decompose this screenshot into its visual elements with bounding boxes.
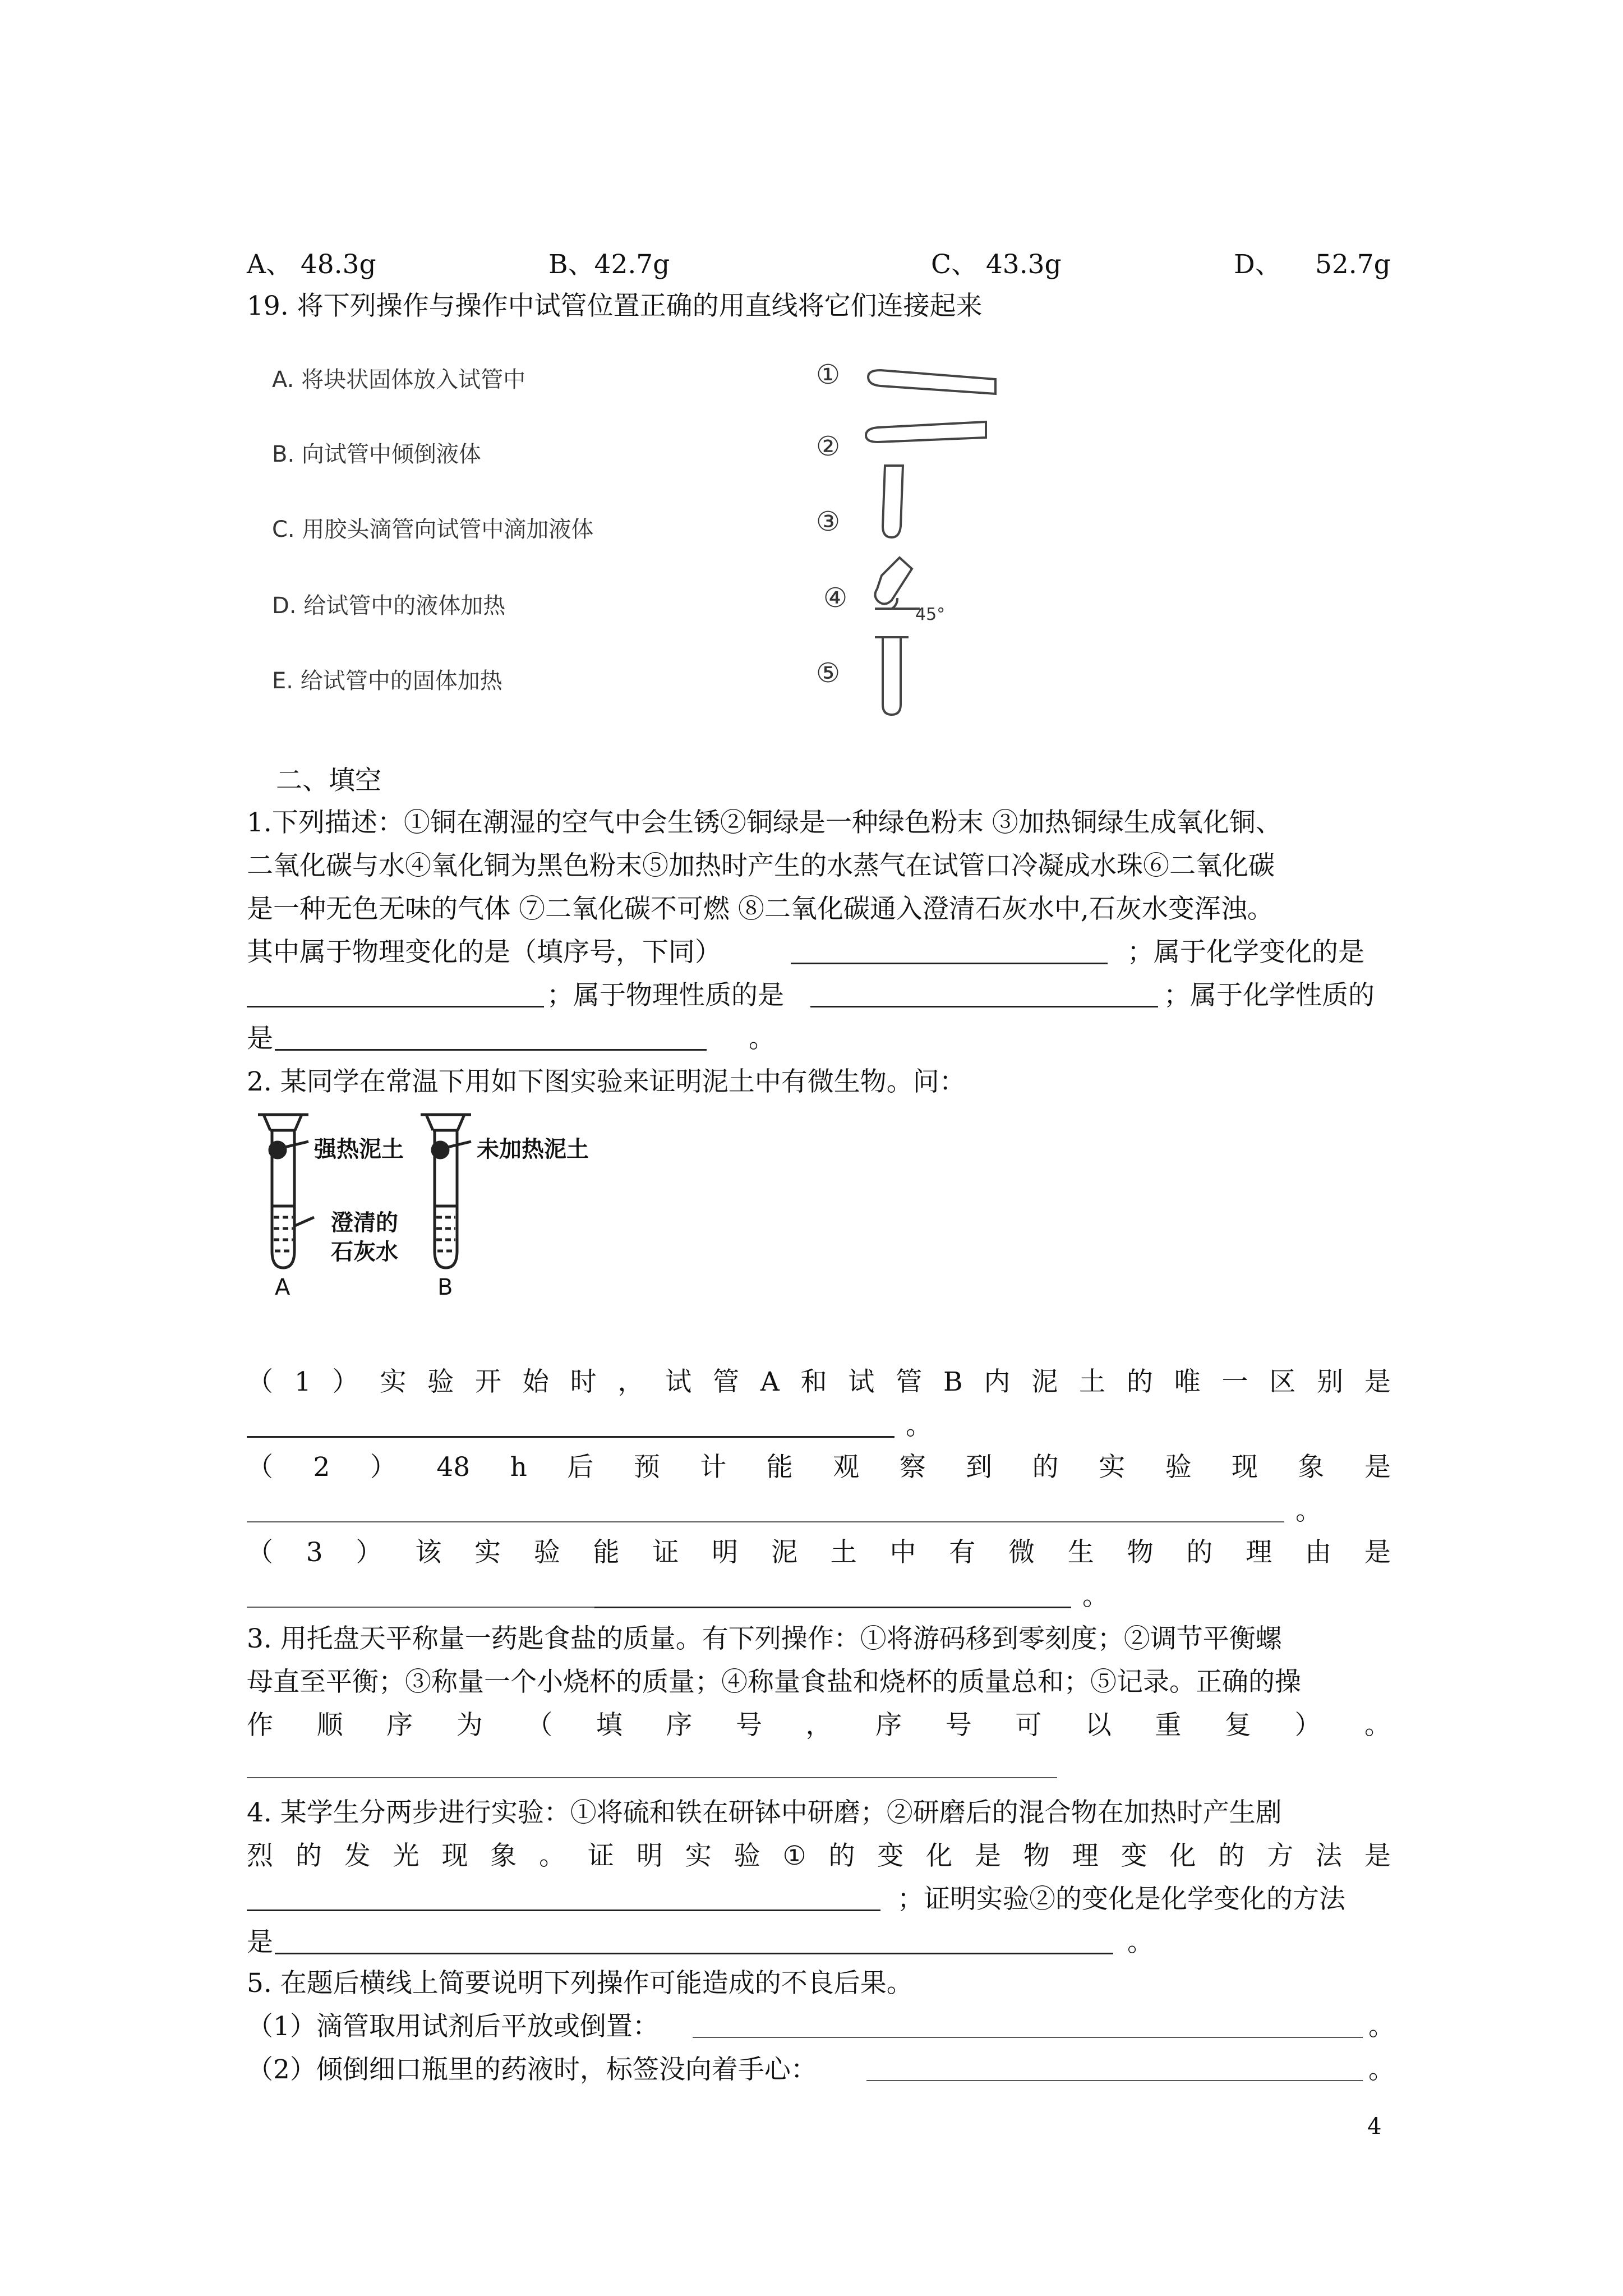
- test-tube-positions-figure: [858, 353, 1015, 735]
- f4-line3: ；证明实验②的变化是化学变化的方法: [897, 1884, 1345, 1915]
- f5-title: 5. 在题后横线上简要说明下列操作可能造成的不良后果。: [247, 1968, 913, 1999]
- label-limewater-1: 澄清的: [331, 1210, 398, 1236]
- f3-line3: 作 顺 序 为 （ 填 序 号 ， 序 号 可 以 重 复 ） 。: [247, 1710, 1391, 1741]
- q19-num-4: ④: [823, 582, 848, 614]
- f2-q3-text: （ 3 ） 该 实 验 能 证 明 泥 土 中 有 微 生 物 的 理 由 是: [247, 1537, 1391, 1568]
- f2-q3-blank-part1[interactable]: [247, 1607, 594, 1608]
- f1-line5b: ；属于化学性质的: [1164, 980, 1375, 1011]
- soil-ball-a: [270, 1142, 285, 1158]
- q19-title: 19. 将下列操作与操作中试管位置正确的用直线将它们连接起来: [247, 291, 983, 321]
- f2-q1-text: （ 1 ） 实 验 开 始 时 ， 试 管 A 和 试 管 B 内 泥 土 的 唯 一 区 别 是: [247, 1366, 1391, 1397]
- f4-blank-chemical-method[interactable]: [275, 1953, 1113, 1954]
- f2-q3-end: 。: [1082, 1581, 1109, 1612]
- label-heated-soil: 强热泥土: [314, 1137, 404, 1162]
- tube-4-angled: [875, 558, 912, 604]
- f5-item1-end: 。: [1368, 2011, 1395, 2042]
- q19-op-d: D. 给试管中的液体加热: [272, 593, 506, 619]
- f3-line1: 3. 用托盘天平称量一药匙食盐的质量。有下列操作：①将游码移到零刻度；②调节平衡螺: [247, 1623, 1282, 1654]
- tube-a: [258, 1115, 308, 1268]
- q18-option-d-value: 52.7g: [1315, 249, 1391, 280]
- angle-label: 45°: [915, 605, 946, 624]
- f1-blank-physical-change[interactable]: [791, 963, 1108, 964]
- label-unheated-soil: 未加热泥土: [477, 1137, 589, 1162]
- q18-option-d-label: D、: [1234, 249, 1281, 280]
- q19-num-2: ②: [816, 431, 841, 462]
- f5-item1-blank[interactable]: [693, 2037, 1363, 2038]
- q19-num-3: ③: [816, 506, 841, 537]
- f4-line4a: 是: [247, 1927, 273, 1958]
- f3-blank[interactable]: [247, 1777, 1057, 1778]
- f1-line6a: 是: [247, 1023, 273, 1054]
- f1-line6b: 。: [749, 1023, 775, 1054]
- f2-q1-end: 。: [906, 1410, 932, 1441]
- f1-line2: 二氧化碳与水④氧化铜为黑色粉末⑤加热时产生的水蒸气在试管口冷凝成水珠⑥二氧化碳: [247, 850, 1275, 881]
- f4-line2: 烈 的 发 光 现 象 。 证 明 实 验 ① 的 变 化 是 物 理 变 化 的 方 法 是: [247, 1841, 1391, 1871]
- f2-q3-blank-part2[interactable]: [594, 1607, 1071, 1608]
- f4-line1: 4. 某学生分两步进行实验：①将硫和铁在研钵中研磨；②研磨后的混合物在加热时产生剧: [247, 1797, 1282, 1828]
- f5-item2-blank[interactable]: [866, 2080, 1363, 2081]
- label-limewater-2: 石灰水: [331, 1239, 398, 1265]
- f2-title: 2. 某同学在常温下用如下图实验来证明泥土中有微生物。问：: [247, 1066, 966, 1097]
- f1-blank-physical-property[interactable]: [810, 1006, 1158, 1007]
- q18-option-b: B、42.7g: [548, 249, 670, 280]
- tube-3-vertical: [883, 466, 903, 537]
- tube-b: [421, 1115, 471, 1268]
- f3-line2: 母直至平衡；③称量一个小烧杯的质量；④称量食盐和烧杯的质量总和；⑤记录。正确的操: [247, 1667, 1301, 1697]
- section-fill-title: 二、填空: [276, 765, 381, 796]
- f5-item1: （1）滴管取用试剂后平放或倒置：: [247, 2011, 659, 2042]
- f1-blank-chemical-change[interactable]: [247, 1006, 544, 1007]
- q19-op-b: B. 向试管中倾倒液体: [272, 441, 481, 467]
- q19-num-1: ①: [816, 359, 841, 390]
- label-tube-b: B: [437, 1274, 453, 1300]
- f1-line1: 1.下列描述：①铜在潮湿的空气中会生锈②铜绿是一种绿色粉末 ③加热铜绿生成氧化铜、: [247, 807, 1282, 838]
- f2-q2-end: 。: [1295, 1496, 1322, 1526]
- f1-blank-chemical-property[interactable]: [275, 1049, 707, 1051]
- f1-line5a: ；属于物理性质的是: [547, 980, 784, 1011]
- f2-q1-blank[interactable]: [247, 1436, 895, 1438]
- q18-option-c: C、 43.3g: [931, 249, 1062, 280]
- f5-item2-end: 。: [1368, 2054, 1395, 2085]
- f4-line4b: 。: [1127, 1927, 1154, 1958]
- q18-option-a: A、 48.3g: [247, 249, 376, 280]
- f1-line4b: ；属于化学变化的是: [1127, 937, 1364, 968]
- page-number: 4: [1367, 2114, 1382, 2139]
- tube-2-tilted: [866, 422, 986, 442]
- tube-5-vertical: [883, 637, 901, 715]
- f5-item2: （2）倾倒细口瓶里的药液时，标签没向着手心：: [247, 2054, 817, 2085]
- f1-line3: 是一种无色无味的气体 ⑦二氧化碳不可燃 ⑧二氧化碳通入澄清石灰水中,石灰水变浑浊。: [247, 894, 1274, 924]
- f1-line4a: 其中属于物理变化的是（填序号，下同）: [247, 937, 721, 968]
- soil-ball-b: [432, 1142, 448, 1158]
- q19-op-e: E. 给试管中的固体加热: [272, 668, 502, 694]
- q19-op-a: A. 将块状固体放入试管中: [272, 367, 526, 393]
- f2-q2-text: （ 2 ） 48 h 后 预 计 能 观 察 到 的 实 验 现 象 是: [247, 1452, 1391, 1483]
- f4-blank-physical-method[interactable]: [247, 1910, 880, 1911]
- f2-q2-blank[interactable]: [247, 1521, 1284, 1522]
- tube-1-horizontal: [868, 370, 995, 394]
- q19-num-5: ⑤: [816, 657, 841, 689]
- label-tube-a: A: [275, 1274, 291, 1300]
- q19-op-c: C. 用胶头滴管向试管中滴加液体: [272, 517, 594, 542]
